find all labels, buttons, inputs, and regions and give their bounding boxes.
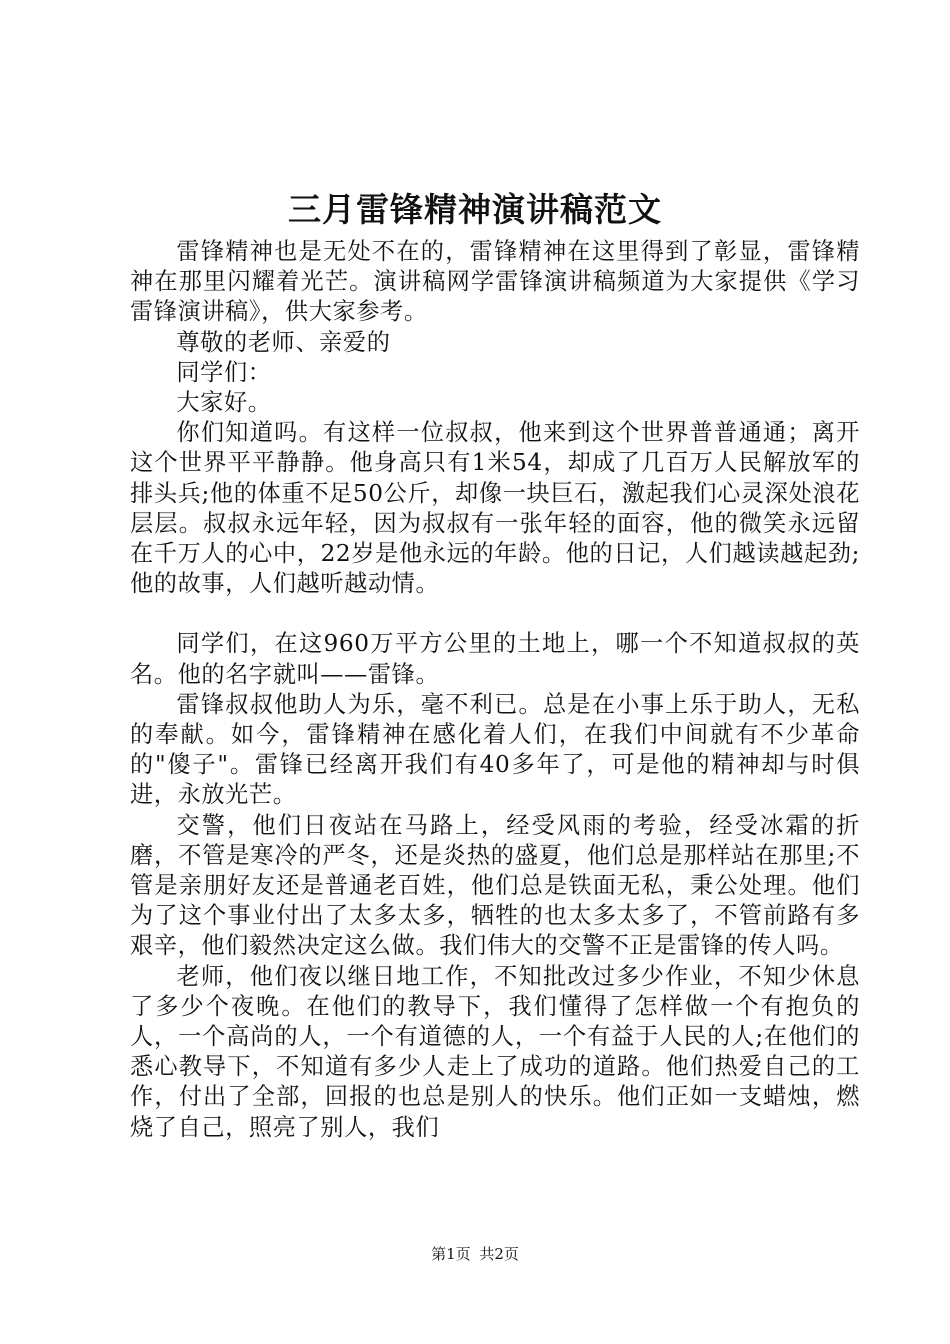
paragraph-greeting: 大家好。 <box>176 389 272 417</box>
paragraph-helping-others: 雷锋叔叔他助人为乐，毫不利已。总是在小事上乐于助人，无私的奉献。如今，雷锋精神在感化着人们，在我们中间就有不少革命的"傻子"。雷锋已经离开我们有40多年了，可是他的精神却与时俱进，永放光芒。 <box>130 690 860 809</box>
paragraph-salutation: 尊敬的老师、亲爱的 <box>176 328 391 356</box>
page-total: 共2页 <box>479 1245 519 1263</box>
paragraph-uncle-story: 你们知道吗。有这样一位叔叔，他来到这个世界普普通通；离开这个世界平平静静。他身高只有1米54，却成了几百万人民解放军的排头兵;他的体重不足50公斤，却像一块巨石，激起我们心灵深处浪花层层。叔叔永远年轻，因为叔叔有一张年轻的面容，他的微笑永远留在千万人的心中，22岁是他永远的年龄。他的日记，人们越读越起劲;他的故事，人们越听越动情。 <box>130 419 860 598</box>
paragraph-intro: 雷锋精神也是无处不在的，雷锋精神在这里得到了彰显，雷锋精神在那里闪耀着光芒。演讲稿网学雷锋演讲稿频道为大家提供《学习雷锋演讲稿》，供大家参考。 <box>130 238 860 326</box>
page-footer <box>0 1244 950 1264</box>
paragraph-salutation-students: 同学们： <box>176 358 272 386</box>
document-body <box>130 237 860 1143</box>
paragraph-traffic-police: 交警，他们日夜站在马路上，经受风雨的考验，经受冰霜的折磨，不管是寒冷的严冬，还是炎热的盛夏，他们总是那样站在那里;不管是亲朋好友还是普通老百姓，他们总是铁面无私，秉公处理。他们为了这个事业付出了太多太多，牺牲的也太多太多了，不管前路有多艰辛，他们毅然决定这么做。我们伟大的交警不正是雷锋的传人吗。 <box>130 811 860 960</box>
paragraph-name-leifeng: 同学们，在这960万平方公里的土地上，哪一个不知道叔叔的英名。他的名字就叫——雷锋。 <box>130 630 860 688</box>
document-title: 三月雷锋精神演讲稿范文 <box>288 190 662 229</box>
paragraph-teachers: 老师，他们夜以继日地工作，不知批改过多少作业，不知少休息了多少个夜晚。在他们的教导下，我们懂得了怎样做一个有抱负的人，一个高尚的人，一个有道德的人，一个有益于人民的人;在他们的悉心教导下，不知道有多少人走上了成功的道路。他们热爱自己的工作，付出了全部，回报的也总是别人的快乐。他们正如一支蜡烛，燃烧了自己，照亮了别人，我们 <box>130 962 860 1141</box>
page-number: 第1页 <box>431 1245 471 1263</box>
